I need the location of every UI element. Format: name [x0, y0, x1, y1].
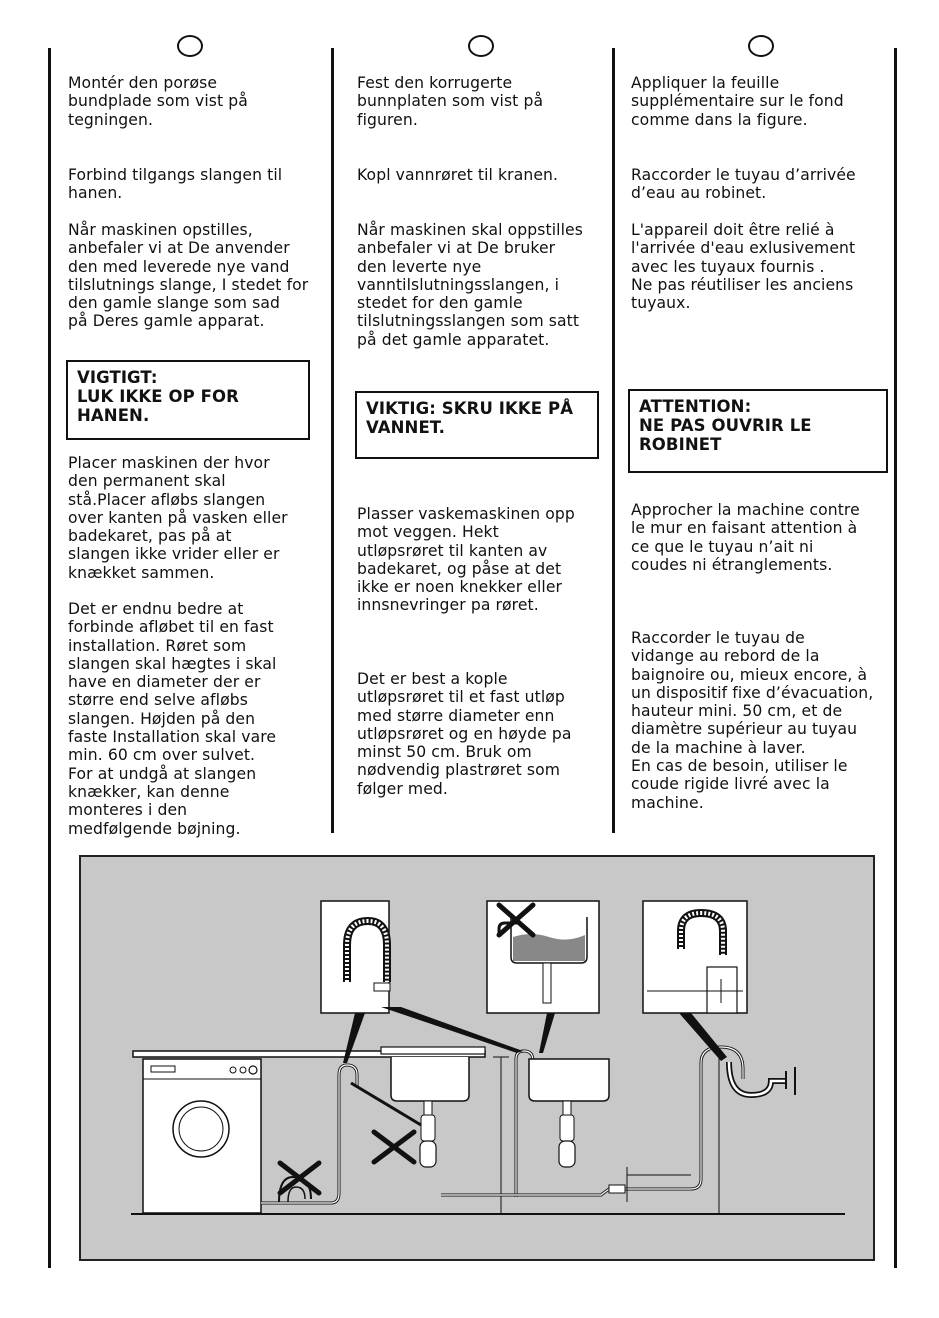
language-circle-fr: [748, 35, 774, 57]
paragraph: Placer maskinen der hvor den permanent skal stå.Placer afløbs slangen over kanten på vasken eller badekaret, pas på at slangen ikke vrider eller er knækket sammen.: [68, 454, 288, 582]
paragraph: Fest den korrugerte bunnplaten som vist på figuren.: [357, 74, 544, 129]
right-rule: [894, 48, 897, 1268]
sink-icon: [529, 1059, 609, 1167]
language-circle-da: [177, 35, 203, 57]
paragraph: Det er best a kople utløpsrøret til et fast utløp med større diameter enn utløpsrøret og en høyde pa minst 50 cm. Bruk om nødvendig plastrøret som følger med.: [357, 670, 572, 798]
diagram-drawing: [81, 857, 873, 1259]
washing-machine-icon: [143, 1059, 261, 1213]
column-divider-1: [331, 48, 334, 833]
installation-diagram: [79, 855, 875, 1261]
siphon-icon: [719, 1057, 795, 1214]
left-rule: [48, 48, 51, 1268]
sink-icon: [487, 901, 599, 1013]
paragraph: Appliquer la feuille supplémentaire sur le fond comme dans la figure.: [631, 74, 844, 129]
paragraph: Raccorder le tuyau d’arrivée d’eau au robinet.: [631, 166, 856, 203]
warning-box: VIKTIG: SKRU IKKE PÅ VANNET.: [355, 391, 599, 459]
paragraph: Forbind tilgangs slangen til hanen.: [68, 166, 283, 203]
hose-bend-icon: [643, 901, 747, 1013]
paragraph: Raccorder le tuyau de vidange au rebord de la baignoire ou, mieux encore, à un dispositif fixe d’évacuation, hauteur mini. 50 cm, et de diamètre supérieur au tuyau de la machine à laver. En cas de besoin, utiliser le coude rigide livré avec la machine.: [631, 629, 874, 812]
paragraph: Det er endnu bedre at forbinde afløbet til en fast installation. Røret som slangen skal hægtes i skal have en diameter der er større end selve afløbs slangen. Højden på den faste Installation skal vare min. 60 cm over sulvet. For at undgå at slangen knækker, kan denne monteres i den medfølgende bøjning.: [68, 600, 277, 838]
warning-box: ATTENTION: NE PAS OUVRIR LE ROBINET: [628, 389, 888, 473]
wrong-cross-icon: [374, 1132, 414, 1162]
hose-bend-icon: [321, 901, 390, 1013]
paragraph: Montér den porøse bundplade som vist på tegningen.: [68, 74, 248, 129]
paragraph: Når maskinen skal oppstilles anbefaler vi at De bruker den leverte nye vanntilslutningsslangen, i stedet for den gamle tilslutningsslangen som satt på det gamle apparatet.: [357, 221, 583, 349]
language-circle-no: [468, 35, 494, 57]
warning-box: VIGTIGT: LUK IKKE OP FOR HANEN.: [66, 360, 310, 440]
paragraph: L'appareil doit être relié à l'arrivée d'eau exlusivement avec les tuyaux fournis . Ne pas réutiliser les anciens tuyaux.: [631, 221, 856, 313]
paragraph: Kopl vannrøret til kranen.: [357, 166, 559, 184]
paragraph: Når maskinen opstilles, anbefaler vi at De anvender den med leverede nye vand tilslutnings slange, I stedet for den gamle slange som sad på Deres gamle apparat.: [68, 221, 309, 331]
paragraph: Plasser vaskemaskinen opp mot veggen. Hekt utløpsrøret til kanten av badekaret, og påse at det ikke er noen knekker eller innsnevringer pa røret.: [357, 505, 575, 615]
paragraph: Approcher la machine contre le mur en faisant attention à ce que le tuyau n’ait ni coudes ni étranglements.: [631, 501, 860, 574]
column-divider-2: [612, 48, 615, 833]
